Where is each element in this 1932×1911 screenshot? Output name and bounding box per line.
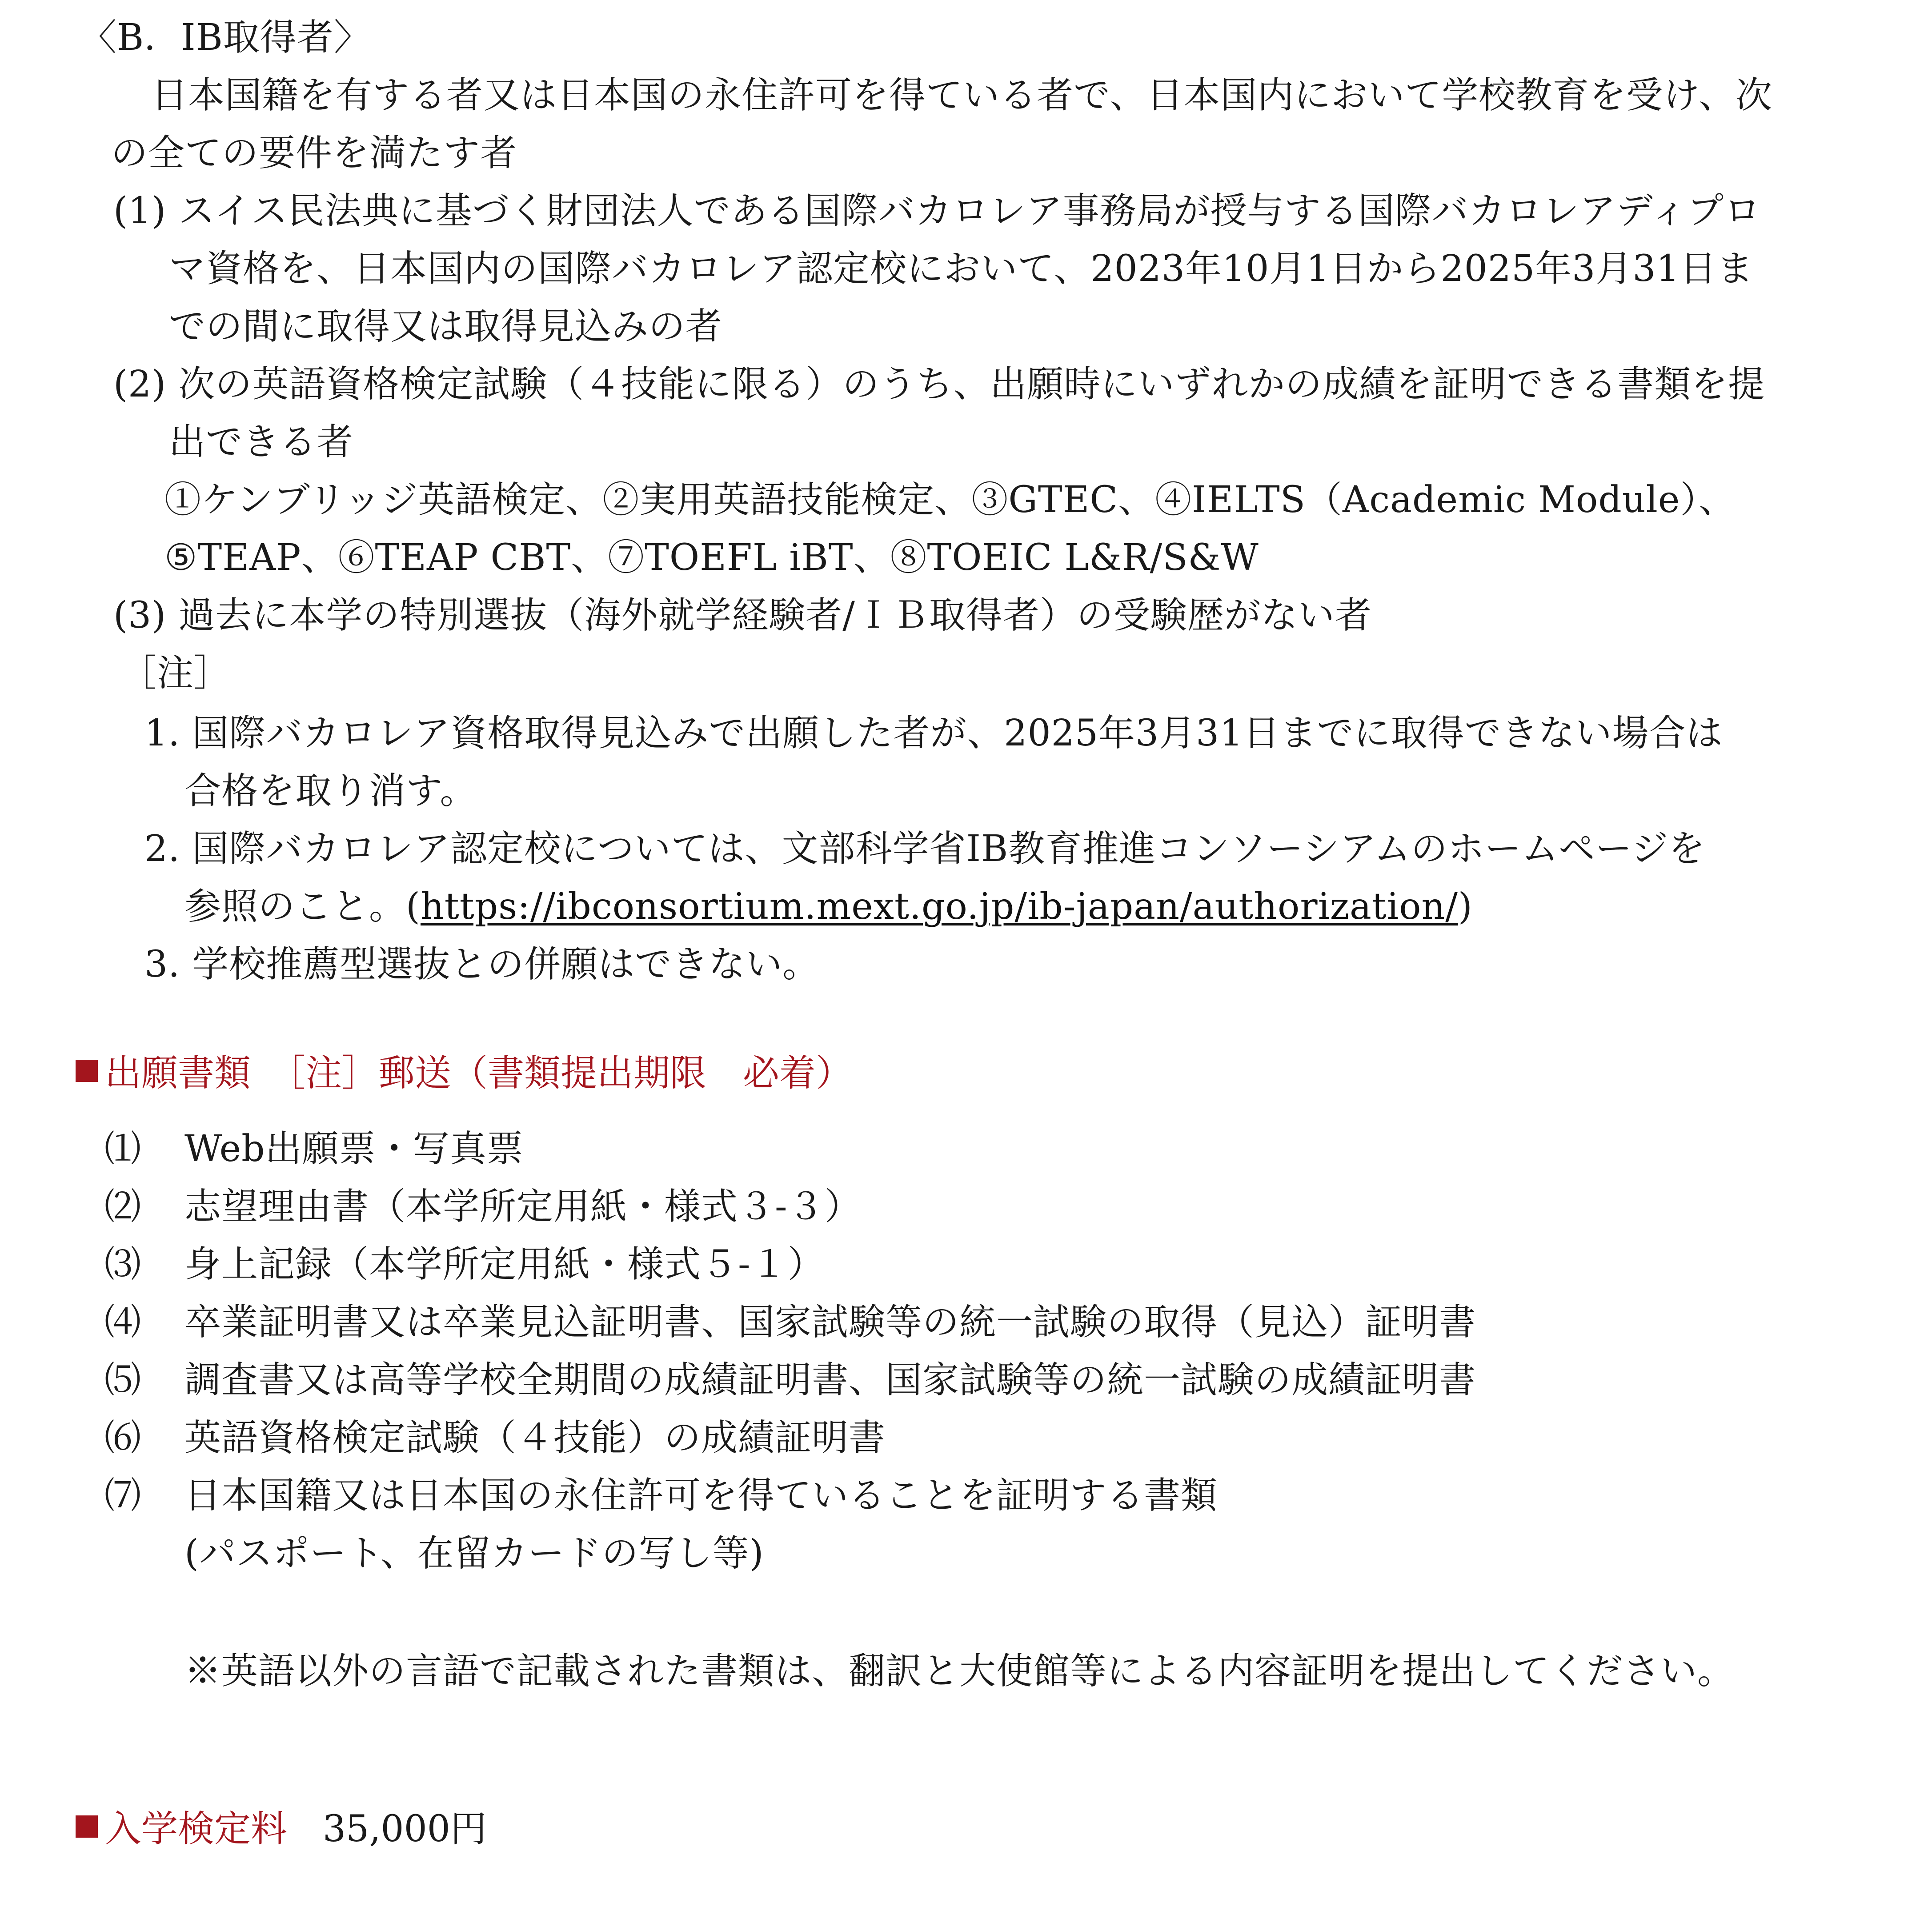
requirement-3-line-1: (3) 過去に本学の特別選抜（海外就学経験者/ＩＢ取得者）の受験歴がない者: [113, 594, 1372, 637]
note-2-prefix: 参照のこと。(: [184, 885, 421, 928]
requirement-2-exams-line-2: ⑤TEAP、⑥TEAP CBT、⑦TOEFL iBT、⑧TOEIC L&R/S&W: [164, 537, 1259, 579]
documents-heading-text: 出願書類 ［注］郵送（書類提出期限 必着）: [105, 1052, 853, 1094]
requirement-2-line-1: (2) 次の英語資格検定試験（４技能に限る）のうち、出願時にいずれかの成績を証明できる書類を提: [113, 363, 1765, 405]
document-item-2: [104, 1185, 862, 1229]
document-item-number: ⑷: [104, 1301, 142, 1343]
document-item-3: [104, 1242, 825, 1287]
note-3-line-1: 3. 学校推薦型選抜との併願はできない。: [144, 943, 820, 986]
intro-line-1: 日本国籍を有する者又は日本国の永住許可を得ている者で、日本国内において学校教育を受け、次: [151, 74, 1773, 116]
note-1-line-2: 合格を取り消す。: [184, 770, 477, 812]
document-item-text: 英語資格検定試験（４技能）の成績証明書: [184, 1417, 886, 1459]
document-item-number: ⑸: [104, 1359, 142, 1401]
document-item-text: 志望理由書（本学所定用紙・様式３-３）: [184, 1186, 862, 1228]
square-bullet-icon: [76, 1815, 98, 1838]
document-item-text: Web出願票・写真票: [184, 1128, 524, 1170]
intro-line-2: の全ての要件を満たす者: [111, 132, 517, 174]
requirement-1-line-1: (1) スイス民法典に基づく財団法人である国際バカロレア事務局が授与する国際バカロレアディプロ: [113, 190, 1761, 232]
document-item-number: ⑺: [104, 1474, 142, 1517]
note-2-line-1: 2. 国際バカロレア認定校については、文部科学省IB教育推進コンソーシアムのホームページを: [144, 828, 1706, 870]
document-item-6: [104, 1416, 886, 1460]
document-item-text: 調査書又は高等学校全期間の成績証明書、国家試験等の統一試験の成績証明書: [184, 1359, 1476, 1401]
ib-authorization-link[interactable]: https://ibconsortium.mext.go.jp/ib-japan/authorization/: [421, 885, 1458, 928]
document-item-4: [104, 1300, 1476, 1345]
document-item-1: [104, 1127, 524, 1171]
document-item-text: 身上記録（本学所定用紙・様式５-１）: [184, 1243, 825, 1286]
requirement-1-line-2: マ資格を、日本国内の国際バカロレア認定校において、2023年10月1日から2025年3月31日ま: [169, 248, 1754, 290]
document-item-7: [104, 1474, 1218, 1518]
document-item-number: ⑹: [104, 1417, 142, 1459]
document-item-number: ⑴: [104, 1128, 142, 1170]
fee-amount: 35,000円: [323, 1808, 487, 1850]
requirement-1-line-3: での間に取得又は取得見込みの者: [169, 305, 723, 348]
square-bullet-icon: [76, 1060, 98, 1082]
notes-label: ［注］: [120, 652, 231, 694]
translation-remark: ※英語以外の言語で記載された書類は、翻訳と大使館等による内容証明を提出してください。: [184, 1650, 1735, 1692]
documents-heading: [76, 1051, 852, 1096]
document-item-text: 日本国籍又は日本国の永住許可を得ていることを証明する書類: [184, 1474, 1218, 1517]
note-2-suffix: ): [1458, 885, 1473, 928]
document-item-text: 卒業証明書又は卒業見込証明書、国家試験等の統一試験の取得（見込）証明書: [184, 1301, 1476, 1343]
document-item-number: ⑶: [104, 1243, 142, 1286]
requirement-2-line-2: 出できる者: [169, 421, 354, 463]
fee-heading-text: 入学検定料: [105, 1808, 288, 1850]
document-item-number: ⑵: [104, 1186, 142, 1228]
document-item-5: [104, 1358, 1476, 1402]
fee-heading: [76, 1807, 487, 1851]
document-item-7-line-2: (パスポート、在留カードの写し等): [184, 1532, 764, 1574]
note-2-line-2: [184, 885, 1473, 929]
note-1-line-1: 1. 国際バカロレア資格取得見込みで出願した者が、2025年3月31日までに取得できない場合は: [144, 712, 1723, 754]
section-b-title: 〈B．IB取得者〉: [80, 16, 371, 59]
requirement-2-exams-line-1: ①ケンブリッジ英語検定、②実用英語技能検定、③GTEC、④IELTS（Academic Module）、: [164, 479, 1736, 521]
